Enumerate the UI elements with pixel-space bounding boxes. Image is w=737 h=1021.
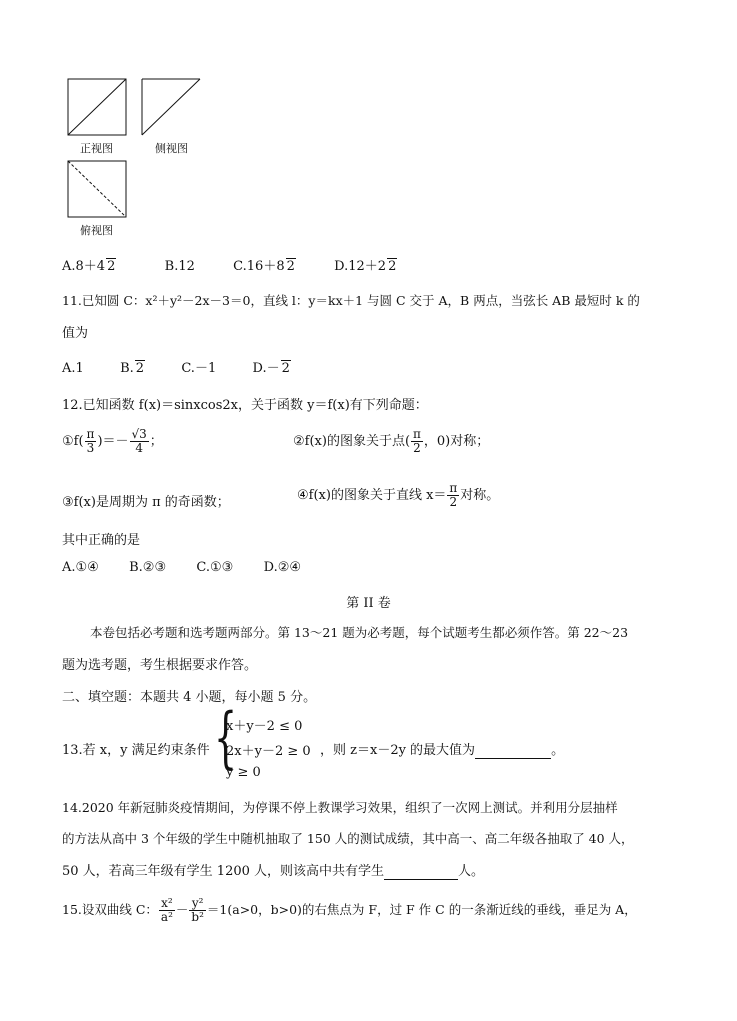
p1-pre: ①f( [62,434,84,450]
q12-proposition-1 [62,428,163,455]
side-view-figure [141,78,201,136]
q15-f2d: b² [191,910,204,925]
p1-end: ； [149,434,163,450]
q14-line2: 的方法从高中 3 个年级的学生中随机抽取了 150 人的测试成绩，其中高一、高二年级各抽取了 40 人， [62,831,634,846]
q15-f2n: y² [189,897,206,911]
q12-option-a: A.①④ [62,560,99,575]
q11-line2: 值为 [62,326,89,341]
q15-pre: 15.设双曲线 C： [62,902,158,918]
p4-end: 对称。 [460,488,500,504]
q13-answer-blank[interactable] [475,743,551,759]
q10-option-b: B.12 [164,259,195,274]
q11-b-root: 2 [135,361,145,376]
q15-f1n: x² [159,897,175,911]
q13-pre: 13.若 x，y 满足约束条件 [62,743,210,758]
p2-pre: ②f(x)的图象关于点( [293,434,411,450]
p1-num: π [86,427,95,441]
part2-intro-line2: 题为选考题，考生根据要求作答。 [62,658,258,673]
p1-frac [85,428,97,455]
q10-d-root: 2 [388,259,397,274]
part2-intro-line1: 本卷包括必考题和选考题两部分。第 13～21 题为必考题，每个试题考生都必须作答。第 22～23 [90,625,629,640]
q13-question [320,739,564,759]
q15-post: ＝1(a>0，b>0)的右焦点为 F，过 F 作 C 的一条渐近线的垂线，垂足为 A， [206,902,637,918]
p1-den: 3 [86,441,95,456]
section-heading-fill-in: 二、填空题：本题共 4 小题，每小题 5 分。 [62,690,317,705]
q14-line1: 14.2020 年新冠肺炎疫情期间，为停课不停上教课学习效果，组织了一次网上测试。并利用分层抽样 [62,800,618,815]
p2-den: 2 [413,441,421,456]
p2-frac [411,428,423,455]
q13-end: 。 [551,743,565,758]
q12-option-d: D.②④ [263,560,302,575]
q14-line3-text: 50 人，若高三年级有学生 1200 人，则该高中共有学生 [62,864,385,879]
q11-option-d: D.－ [252,361,280,376]
q12-proposition-3: ③f(x)是周期为 π 的奇函数； [62,495,230,510]
q12-option-c: C.①③ [196,560,234,575]
p1-rfrac [130,428,149,455]
p4-frac [447,482,459,509]
p1-rden: 4 [135,441,143,456]
q10-c-root: 2 [286,259,295,274]
front-view-figure [67,78,127,136]
q11-option-c: C.－1 [181,361,217,376]
p2-num: π [413,427,421,441]
q12-options [62,560,301,575]
p4-den: 2 [449,495,458,510]
q10-option-d: D.12＋2 [334,259,387,274]
part2-title: 第 II 卷 [346,596,391,611]
q10-option-a: A.8＋4 [62,259,106,274]
front-view-label: 正视图 [80,142,113,155]
q10-option-c: C.16＋8 [233,259,285,274]
q15-minus: － [175,902,189,918]
q13-brace: { [214,699,238,776]
q12-ask: 其中正确的是 [62,533,141,548]
q13-constraint-2: 2x＋y－2 ≥ 0 [226,744,311,759]
q11-option-a: A.1 [62,361,84,376]
q12-proposition-4 [297,482,499,509]
q14-end: 人。 [458,864,485,879]
q14-answer-blank[interactable] [384,864,458,880]
q12-option-b: B.②③ [129,560,167,575]
q13-constraint-3: y ≥ 0 [226,765,261,780]
p4-pre: ④f(x)的图象关于直线 x＝ [297,488,447,504]
q15-f1d: a² [160,910,173,925]
q10-options [62,255,397,274]
q11-options [62,357,291,376]
top-view-figure [67,160,127,218]
q10-a-root: 2 [107,259,116,274]
q15-line1 [62,897,637,924]
q11-line1: 11.已知圆 C：x²＋y²－2x－3＝0，直线 l：y＝kx＋1 与圆 C 交于 A，B 两点，当弦长 AB 最短时 k 的 [62,293,640,308]
p1-mid: )＝－ [97,434,129,450]
top-view-label: 俯视图 [80,224,113,237]
q13-constraint-1: x＋y－2 ≤ 0 [226,719,303,734]
q15-frac-x [159,897,175,924]
q12-stem: 12.已知函数 f(x)＝sinxcos2x，关于函数 y＝f(x)有下列命题： [62,398,428,413]
p2-end: ，0)对称； [423,434,490,450]
q15-frac-y [189,897,206,924]
p4-num: π [449,481,458,495]
side-view-label: 侧视图 [155,142,188,155]
q11-d-root: 2 [281,361,290,376]
p1-rnum: √3 [131,427,147,441]
q14-line3 [62,860,484,880]
q11-option-b: B. [120,361,134,376]
q13-post: ，则 z＝x－2y 的最大值为 [320,743,476,758]
q12-proposition-2 [293,428,489,455]
